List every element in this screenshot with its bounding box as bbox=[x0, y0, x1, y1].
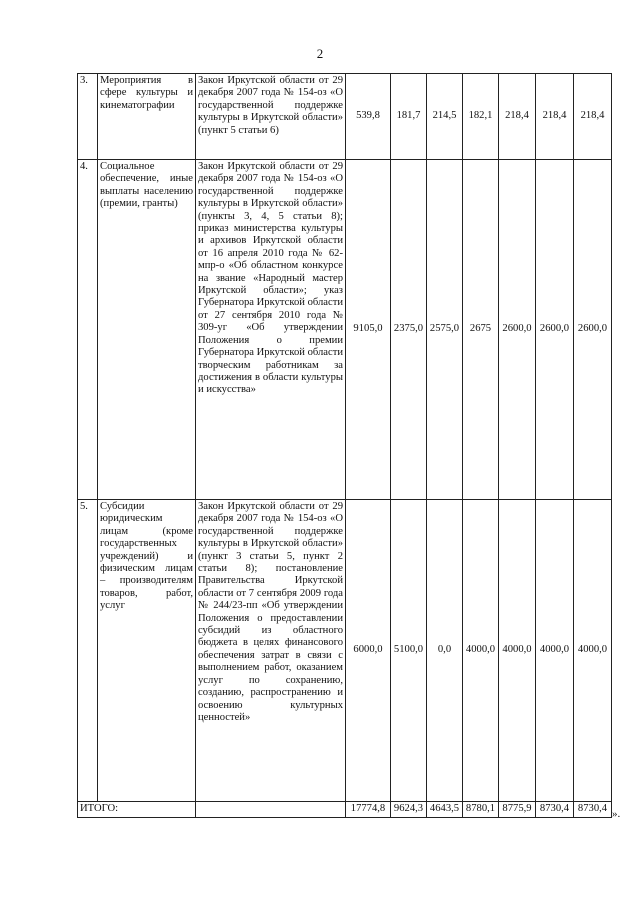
value-cell: 4000,0 bbox=[574, 500, 612, 802]
total-row bbox=[78, 802, 612, 818]
page-number: 2 bbox=[316, 46, 324, 61]
value-cell: 5100,0 bbox=[391, 500, 427, 802]
value-cell: 2600,0 bbox=[574, 160, 612, 500]
value-cell: 539,8 bbox=[346, 74, 391, 160]
expense-name: Мероприятия в сфере культуры и кинематографии bbox=[98, 74, 196, 160]
total-label: ИТОГО: bbox=[78, 802, 196, 818]
value-cell: 2575,0 bbox=[427, 160, 463, 500]
table-row bbox=[78, 500, 612, 802]
value-cell: 181,7 bbox=[391, 74, 427, 160]
total-value-cell: 4643,5 bbox=[427, 802, 463, 818]
expense-name: Социальное обеспечение, иные выплаты населению (премии, гранты) bbox=[98, 160, 196, 500]
value-cell: 2375,0 bbox=[391, 160, 427, 500]
value-cell: 2675 bbox=[463, 160, 499, 500]
total-value-cell: 8780,1 bbox=[463, 802, 499, 818]
table-row bbox=[78, 160, 612, 500]
total-value-cell: 9624,3 bbox=[391, 802, 427, 818]
value-cell: 6000,0 bbox=[346, 500, 391, 802]
value-cell: 218,4 bbox=[536, 74, 574, 160]
budget-table bbox=[77, 73, 612, 818]
table-row bbox=[78, 74, 612, 160]
row-number: 4. bbox=[78, 160, 98, 500]
expense-name: Субсидии юридическим лицам (кроме государственных учреждений) и физическим лицам – производителям товаров, работ, услуг bbox=[98, 500, 196, 802]
value-cell: 218,4 bbox=[574, 74, 612, 160]
value-cell: 4000,0 bbox=[463, 500, 499, 802]
value-cell: 214,5 bbox=[427, 74, 463, 160]
value-cell: 218,4 bbox=[499, 74, 536, 160]
legal-basis: Закон Иркутской области от 29 декабря 2007 года № 154-оз «О государственной поддержке культуры в Иркутской области» (пункт 5 статьи 6) bbox=[196, 74, 346, 160]
value-cell: 4000,0 bbox=[536, 500, 574, 802]
total-value-cell: 8730,4 bbox=[574, 802, 612, 818]
row-number: 5. bbox=[78, 500, 98, 802]
value-cell: 9105,0 bbox=[346, 160, 391, 500]
value-cell: 4000,0 bbox=[499, 500, 536, 802]
total-value-cell: 8775,9 bbox=[499, 802, 536, 818]
row-number: 3. bbox=[78, 74, 98, 160]
value-cell: 2600,0 bbox=[536, 160, 574, 500]
total-value-cell: 17774,8 bbox=[346, 802, 391, 818]
total-value-cell: 8730,4 bbox=[536, 802, 574, 818]
total-basis-empty bbox=[196, 802, 346, 818]
value-cell: 2600,0 bbox=[499, 160, 536, 500]
legal-basis: Закон Иркутской области от 29 декабря 2007 года № 154-оз «О государственной поддержке культуры в Иркутской области» (пункты 3, 4, 5 статьи 8); приказ министерства культуры и архивов Иркутской области от 16 апреля 2010 года № 62-мпр-о «Об областном конкурсе на звание «Народный мастер Иркутской области»; указ Губернатора Иркутской области от 27 сентября 2010 года № 309-уг «Об утверждении Положения о премии Губернатора Иркутской области творческим работникам за достижения в области культуры и искусства» bbox=[196, 160, 346, 500]
legal-basis: Закон Иркутской области от 29 декабря 2007 года № 154-оз «О государственной поддержке культуры в Иркутской области» (пункт 3 статьи 5, пункт 2 статьи 8); постановление Правительства Иркутской области от 7 сентября 2009 года № 244/23-пп «Об утверждении Положения о предоставлении субсидий из областного бюджета в целях финансового обеспечения затрат в связи с выполнением работ, оказанием услуг по сохранению, созданию, распространению и освоению культурных ценностей» bbox=[196, 500, 346, 802]
value-cell: 0,0 bbox=[427, 500, 463, 802]
value-cell: 182,1 bbox=[463, 74, 499, 160]
closing-quote: ». bbox=[612, 808, 621, 820]
